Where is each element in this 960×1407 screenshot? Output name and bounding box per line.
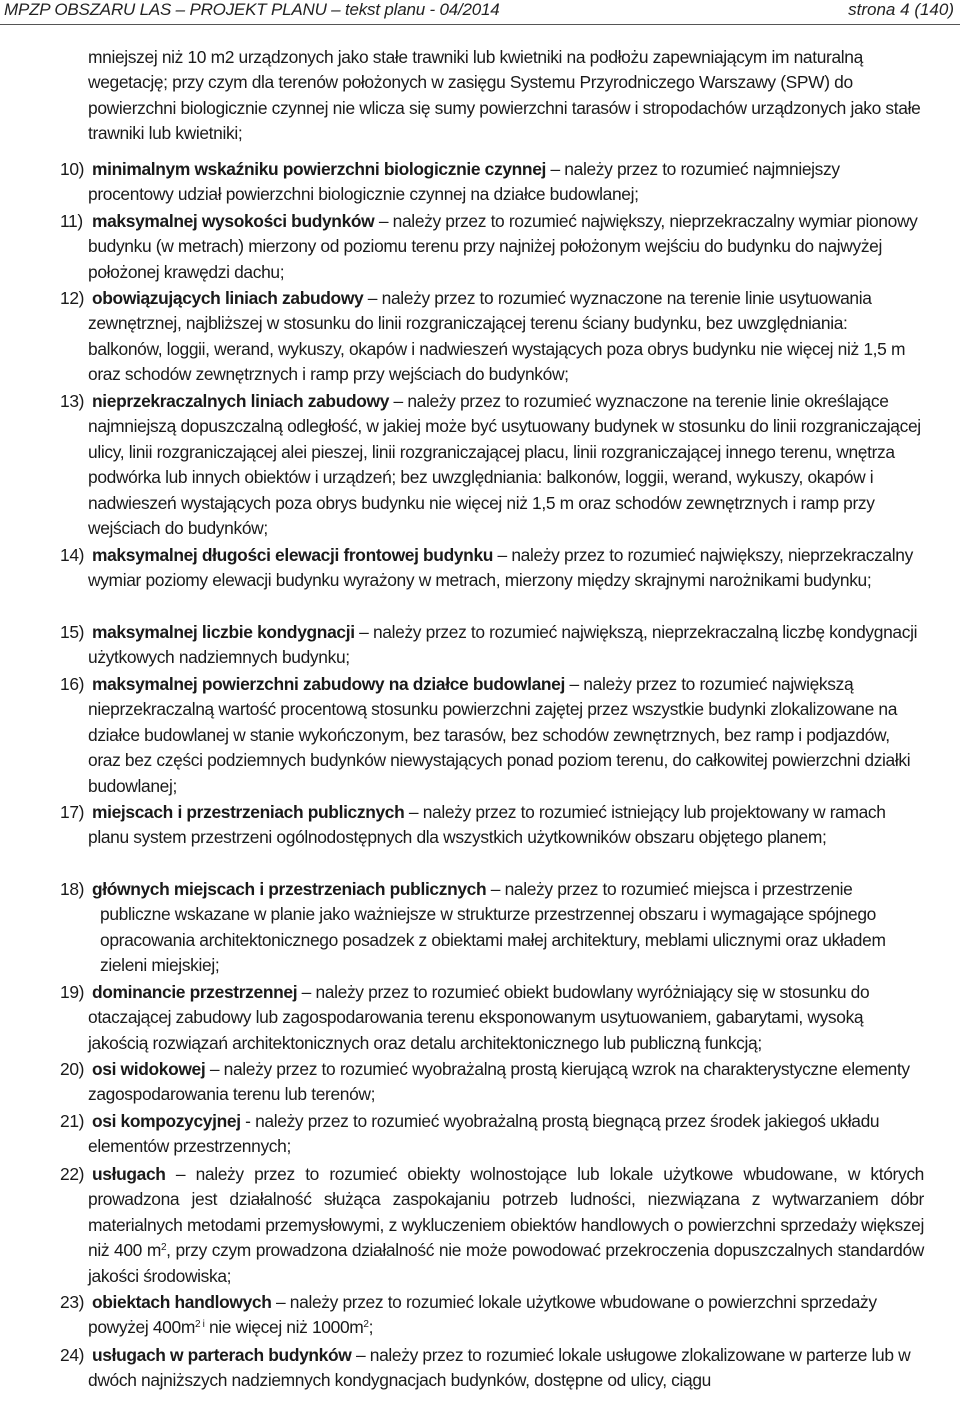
item-number: 14) <box>60 545 85 565</box>
definition-text: należy przez to rozumieć największy, nieprzekraczalny wymiar poziomy elewacji budynku wyrażony w metrach, mierzony między skrajnymi narożnikami budynku; <box>88 545 913 591</box>
defined-term: usługach <box>92 1164 166 1184</box>
defined-term: maksymalnej długości elewacji frontowej budynku <box>92 545 494 565</box>
item-number: 23) <box>60 1292 85 1312</box>
item-number: 13) <box>60 391 85 411</box>
separator: – <box>546 159 565 179</box>
separator: – <box>351 1345 370 1365</box>
item-number: 21) <box>60 1111 85 1131</box>
definition-text: należy przez to rozumieć najmniejszy procentowy udział powierzchni biologicznie czynnej na działce budowlanej; <box>88 159 840 205</box>
page-header <box>0 0 960 25</box>
document-title: MPZP OBSZARU LAS – PROJEKT PLANU – tekst planu - 04/2014 <box>4 0 500 19</box>
definition-text: należy przez to rozumieć wyobrażalną prostą kierującą wzrok na charakterystyczne elementy zagospodarowania terenu lub terenów; <box>88 1059 910 1105</box>
defined-term: maksymalnej liczbie kondygnacji <box>92 622 355 642</box>
defined-term: usługach w parterach budynków <box>92 1345 352 1365</box>
item-number: 19) <box>60 982 85 1002</box>
item-body <box>88 1109 924 1160</box>
definition-text: należy przez to rozumieć istniejący lub projektowany w ramach planu system przestrzeni ogólnodostępnych dla wszystkich użytkowników obszaru objętego planem; <box>88 802 886 848</box>
definition-text: należy przez to rozumieć lokale użytkowe wbudowane o powierzchni sprzedaży powyżej 400m <box>88 1292 877 1338</box>
item-body <box>92 877 924 979</box>
item-body <box>88 980 924 1056</box>
definition-text: należy przez to rozumieć największą nieprzekraczalną wartość procentową stosunku powierzchni zajętej przez wszystkie budynki zlokalizowane na działce budowlanej w stanie wykończonym, bez tarasów, bez schodów zewnętrznych, bez ramp i podjazdów, oraz bez części podziemnych budynków niewystających ponad poziom terenu, do całkowitej powierzchni działki budowlanej; <box>88 674 911 796</box>
superscript: 2 i <box>194 1319 205 1331</box>
item-body <box>88 800 924 851</box>
definition-text: należy przez to rozumieć największy, nieprzekraczalny wymiar pionowy budynku (w metrach) mierzony od poziomu terenu przy najniżej położonym wejściu do budynku do najwyżej położonej krawędzi dachu; <box>88 211 918 282</box>
separator: – <box>297 982 316 1002</box>
item-number: 17) <box>60 802 85 822</box>
defined-term: maksymalnej wysokości budynków <box>92 211 375 231</box>
item-body <box>88 157 924 208</box>
separator: – <box>565 674 584 694</box>
separator: - <box>240 1111 256 1131</box>
definition-text: należy przez to rozumieć wyznaczone na terenie linie usytuowania zewnętrznej, najbliższej w stosunku do linii rozgraniczającej terenu ściany budynku, bez uwzględniania: balkonów, loggii, werand, wykuszy, okapów i nadwieszeń wystających poza obrys budynku nie więcej niż 1,5 m oraz schodów zewnętrznych i ramp przy wejściach do budynków; <box>88 288 906 385</box>
separator: – <box>404 802 423 822</box>
separator: – <box>486 879 505 899</box>
item-body <box>88 1162 924 1289</box>
item-number: 12) <box>60 288 85 308</box>
item-number: 10) <box>60 159 85 179</box>
separator: – <box>374 211 393 231</box>
definition-text: należy przez to rozumieć obiekt budowlany wyróżniający się w stosunku do otaczającej zabudowy lub zagospodarowania terenu eksponowanym usytuowaniem, gabarytami, wysoką jakością rozwiązań architektonicznych oraz detalu architektonicznego lub publiczną funkcją; <box>88 982 870 1053</box>
definition-text: należy przez to rozumieć obiekty wolnostojące lub lokale użytkowe wbudowane, w których prowadzona jest działalność służąca zaspokajaniu potrzeb ludności, niezwiązana z wytwarzaniem dóbr materialnych metodami przemysłowymi, z wykluczeniem obiektów handlowych o powierzchni sprzedaży większej niż 400 m <box>88 1164 924 1261</box>
defined-term: obiektach handlowych <box>92 1292 272 1312</box>
defined-term: miejscach i przestrzeniach publicznych <box>92 802 405 822</box>
item-body <box>88 209 924 285</box>
defined-term: osi widokowej <box>92 1059 206 1079</box>
separator: – <box>205 1059 224 1079</box>
superscript: 2 <box>363 1319 369 1331</box>
defined-term: maksymalnej powierzchni zabudowy na działce budowlanej <box>92 674 565 694</box>
defined-term: minimalnym wskaźniku powierzchni biologicznie czynnej <box>92 159 546 179</box>
intro-paragraph: mniejszej niż 10 m2 urządzonych jako stałe trawniki lub kwietniki na podłożu zapewniającym im naturalną wegetację; przy czym dla terenów położonych w zasięgu Systemu Przyrodniczego Warszawy (SPW) do powierzchni biologicznie czynnej nie wlicza się sumy powierzchni tarasów i stropodachów urządzonych jako stałe trawniki lub kwietniki; <box>88 47 921 144</box>
defined-term: obowiązujących liniach zabudowy <box>92 288 364 308</box>
definition-text: należy przez to rozumieć lokale usługowe zlokalizowane w parterze lub w dwóch najniższych nadziemnych kondygnacjach budynków, dostępne od ulicy, ciągu <box>88 1345 911 1391</box>
separator: – <box>165 1164 196 1184</box>
defined-term: osi kompozycyjnej <box>92 1111 241 1131</box>
separator: – <box>493 545 512 565</box>
item-body <box>88 1290 924 1341</box>
separator: – <box>354 622 373 642</box>
definition-text-continued: , przy czym prowadzona działalność nie może powodować przekroczenia dopuszczalnych standardów jakości środowiska; <box>88 1240 924 1286</box>
definition-text: należy przez to rozumieć największą, nieprzekraczalną liczbę kondygnacji użytkowych nadziemnych budynku; <box>88 622 918 668</box>
item-body <box>88 1057 924 1108</box>
item-number: 11) <box>60 211 83 231</box>
item-body <box>88 389 924 541</box>
item-body <box>88 620 924 671</box>
item-number: 15) <box>60 622 85 642</box>
superscript: 2 <box>160 1242 167 1254</box>
separator: – <box>271 1292 290 1312</box>
defined-term: dominancie przestrzennej <box>92 982 298 1002</box>
item-number: 18) <box>60 879 85 899</box>
definition-text: należy przez to rozumieć wyobrażalną prostą biegnącą przez środek jakiegoś układu elementów przestrzennych; <box>88 1111 880 1157</box>
item-body <box>88 672 924 799</box>
definition-text-continued: nie więcej niż 1000m <box>204 1317 364 1338</box>
definition-text-end: ; <box>368 1317 374 1338</box>
defined-term: głównych miejscach i przestrzeniach publicznych <box>92 879 487 899</box>
item-body <box>88 1343 924 1394</box>
defined-term: nieprzekraczalnych liniach zabudowy <box>92 391 390 411</box>
page-number: strona 4 (140) <box>848 0 954 19</box>
definition-text: należy przez to rozumieć wyznaczone na terenie linie określające najmniejszą dopuszczalną odległość, w jakiej może być usytuowany budynek w stosunku do linii rozgraniczającej ulicy, linii rozgraniczającej alei pieszej, linii rozgraniczającej placu, linii rozgraniczającej innego terenu, wnętrza podwórka lub innych obiektów i urządzeń; bez uwzględniania: balkonów, loggii, werand, wykuszy, okapów i nadwieszeń wystających poza obrys budynku nie więcej niż 1,5 m oraz schodów zewnętrznych i ramp przy wejściach do budynków; <box>88 391 921 539</box>
item-number: 16) <box>60 674 85 694</box>
item-body <box>88 286 924 388</box>
item-number: 22) <box>60 1164 85 1184</box>
separator: – <box>363 288 382 308</box>
item-number: 20) <box>60 1059 85 1079</box>
separator: – <box>389 391 408 411</box>
definition-text: należy przez to rozumieć miejsca i przestrzenie publiczne wskazane w planie jako ważniejsze w strukturze przestrzennej obszaru i wymagające spójnego opracowania architektonicznego posadzek z obiektami małej architektury, meblami ulicznymi oraz układem zieleni miejskiej; <box>100 879 886 976</box>
item-number: 24) <box>60 1345 85 1365</box>
item-body <box>88 543 924 594</box>
